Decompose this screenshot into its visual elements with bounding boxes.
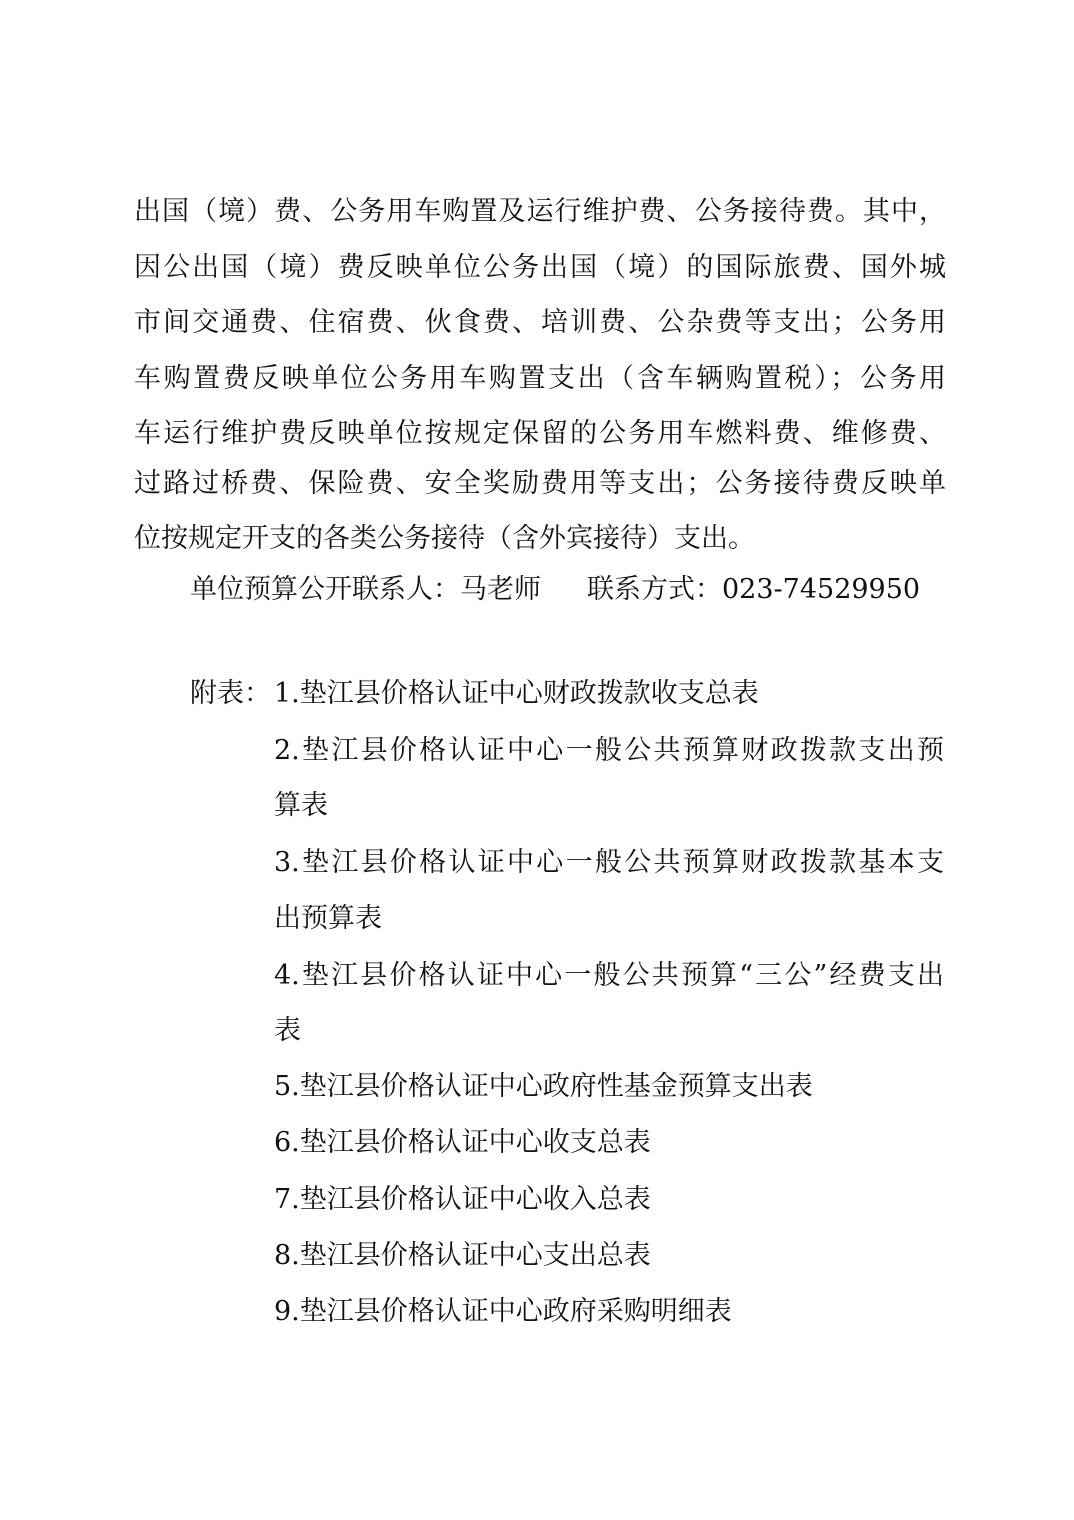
attachment-item-3-line2: 出预算表	[274, 903, 382, 934]
attachment-item-9: 9.垫江县价格认证中心政府采购明细表	[274, 1296, 732, 1327]
contact-person: 单位预算公开联系人：马老师	[190, 574, 541, 605]
attachment-item-6: 6.垫江县价格认证中心收支总表	[274, 1127, 651, 1158]
attachment-item-8: 8.垫江县价格认证中心支出总表	[274, 1240, 651, 1271]
body-line-3: 市间交通费、住宿费、伙食费、培训费、公杂费等支出；公务用	[134, 307, 946, 338]
body-line-5: 车运行维护费反映单位按规定保留的公务用车燃料费、维修费、	[134, 418, 946, 449]
contact-info	[190, 573, 920, 607]
body-line-1: 出国（境）费、公务用车购置及运行维护费、公务接待费。其中，	[134, 196, 946, 227]
attachment-item-1: 1.垫江县价格认证中心财政拨款收支总表	[274, 678, 759, 709]
body-line-2: 因公出国（境）费反映单位公务出国（境）的国际旅费、国外城	[134, 252, 946, 283]
attachment-item-5: 5.垫江县价格认证中心政府性基金预算支出表	[274, 1071, 813, 1102]
body-line-6: 过路过桥费、保险费、安全奖励费用等支出；公务接待费反映单	[134, 468, 946, 499]
attachment-item-4-line1: 4.垫江县价格认证中心一般公共预算“三公”经费支出	[274, 960, 944, 991]
attachment-item-4-line2: 表	[274, 1015, 301, 1046]
attachments-label: 附表：	[190, 678, 271, 709]
attachment-item-3-line1: 3.垫江县价格认证中心一般公共预算财政拨款基本支	[274, 847, 944, 878]
body-line-7: 位按规定开支的各类公务接待（含外宾接待）支出。	[134, 523, 755, 554]
contact-method: 联系方式：023-74529950	[587, 574, 921, 605]
attachment-item-2-line1: 2.垫江县价格认证中心一般公共预算财政拨款支出预	[274, 735, 944, 766]
attachment-item-2-line2: 算表	[274, 790, 328, 821]
attachment-item-7: 7.垫江县价格认证中心收入总表	[274, 1184, 651, 1215]
body-line-4: 车购置费反映单位公务用车购置支出（含车辆购置税）；公务用	[134, 363, 946, 394]
